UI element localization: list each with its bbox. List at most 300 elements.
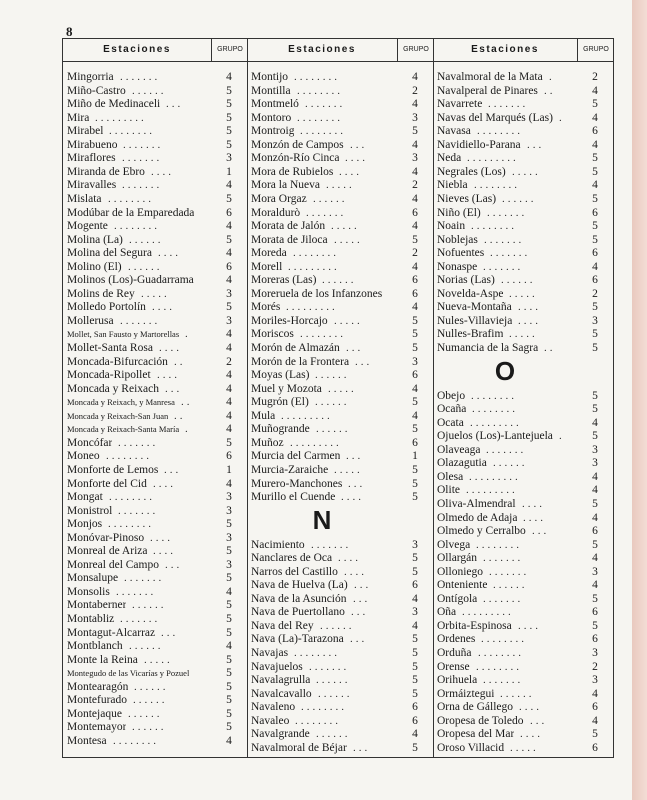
dot-leader: ....... — [487, 206, 528, 219]
station-name: Nava de Huelva (La) — [251, 579, 348, 592]
station-name: Nieves (Las) — [437, 192, 497, 205]
dot-leader: ........ — [294, 71, 340, 83]
group-value: 4 — [592, 84, 598, 97]
dot-leader: ........ — [297, 111, 343, 124]
station-name: Montilla — [251, 84, 291, 97]
group-value: 2 — [592, 71, 598, 83]
station-name: Mora la Nueva — [251, 179, 320, 192]
group-value: 3 — [226, 491, 232, 504]
station-name: Navasa — [437, 125, 471, 138]
station-name: Noain — [437, 220, 466, 233]
dot-leader: .... — [153, 545, 176, 558]
dot-leader: ..... — [510, 741, 539, 754]
group-value: 5 — [592, 328, 598, 341]
station-name: Moyas (Las) — [251, 369, 310, 382]
group-value: 4 — [226, 220, 232, 233]
station-name: Navaleo — [251, 714, 290, 727]
station-name: Navalcavallo — [251, 687, 312, 700]
group-value: 5 — [592, 619, 598, 632]
dot-leader: ....... — [118, 504, 159, 517]
group-value: 3 — [592, 443, 598, 456]
group-value: 5 — [412, 396, 418, 409]
station-name: Mogente — [67, 220, 108, 233]
dot-leader: ...... — [134, 680, 169, 693]
group-value: 4 — [592, 511, 598, 524]
dot-leader: ........ — [108, 192, 154, 205]
dot-leader: .... — [159, 342, 182, 354]
dot-leader: ...... — [316, 423, 351, 436]
dot-leader: .. — [544, 84, 556, 97]
stations-header: Estaciones — [63, 39, 211, 62]
dot-leader: ........ — [477, 125, 523, 138]
group-value: 2 — [592, 287, 598, 300]
station-name: Obejo — [437, 389, 466, 402]
dot-leader: .... — [341, 491, 364, 504]
station-name: Nanclares de Oca — [251, 552, 333, 565]
group-value: 6 — [592, 741, 598, 754]
group-value: 4 — [226, 477, 232, 490]
station-name: Navarrete — [437, 98, 483, 111]
group-value: 5 — [226, 680, 232, 693]
dot-leader: ........ — [476, 660, 522, 673]
dot-leader: .... — [157, 369, 180, 382]
station-name: Navalperal de Pinares — [437, 84, 538, 97]
group-value: 6 — [412, 714, 418, 727]
column-2 — [247, 39, 433, 757]
station-name: Nofuentes — [437, 247, 485, 260]
dot-leader: ......... — [470, 416, 522, 429]
group-value: 5 — [592, 538, 598, 551]
station-name: Murero-Manchones — [251, 477, 343, 490]
station-name: Muel y Mozota — [251, 382, 322, 395]
group-value: 6 — [412, 274, 418, 287]
group-value: 6 — [592, 274, 598, 287]
station-name: Nava de la Asunción — [251, 592, 347, 605]
group-value: 4 — [226, 734, 232, 747]
station-name: Navas del Marqués (Las) — [437, 111, 553, 124]
station-name: Modúbar de la Emparedada — [67, 206, 195, 219]
dot-leader: ... — [530, 714, 548, 727]
dot-leader: ... — [166, 98, 184, 111]
station-name: Mira — [67, 111, 90, 124]
group-value: 3 — [226, 152, 232, 165]
group-value: 5 — [412, 463, 418, 476]
group-value: 4 — [226, 247, 232, 260]
station-name: Narros del Castillo — [251, 565, 338, 578]
station-name: Montmeló — [251, 98, 299, 111]
station-name: Montemayor — [67, 721, 127, 734]
dot-leader: ...... — [133, 694, 168, 707]
group-value: 6 — [412, 701, 418, 714]
dot-leader: ........ — [474, 179, 520, 192]
group-header: GRUPO — [577, 39, 614, 62]
dot-leader: ........ — [300, 328, 346, 341]
dot-leader: ......... — [467, 152, 519, 165]
group-value: 5 — [592, 430, 598, 443]
station-name: Olmedo de Adaja — [437, 511, 518, 524]
station-name: Nonaspe — [437, 260, 478, 273]
dot-leader: ...... — [500, 687, 535, 700]
station-name: Monsalupe — [67, 572, 119, 585]
group-value: 3 — [412, 111, 418, 124]
station-name: Montaberner — [67, 599, 127, 612]
dot-leader: ........ — [109, 491, 155, 504]
group-value: 3 — [226, 504, 232, 517]
group-value: 4 — [226, 369, 232, 382]
station-name: Orna de Gállego — [437, 701, 513, 714]
group-value: 4 — [592, 179, 598, 192]
station-name: Olvega — [437, 538, 471, 551]
station-name: Navidiello-Parana — [437, 138, 521, 151]
station-name: Molledo Portolín — [67, 301, 146, 314]
group-header: GRUPO — [211, 39, 248, 62]
station-name: Olaveaga — [437, 443, 481, 456]
station-name: Ormáiztegui — [437, 687, 495, 700]
dot-leader: ....... — [122, 152, 163, 165]
group-value: 4 — [226, 396, 232, 409]
group-value: 4 — [592, 714, 598, 727]
station-name: Monzón-Río Cinca — [251, 152, 340, 165]
dot-leader: ...... — [493, 457, 528, 470]
group-value: 5 — [412, 314, 418, 327]
group-value: 4 — [592, 579, 598, 592]
dot-leader: ....... — [123, 138, 164, 151]
group-value: 5 — [226, 599, 232, 612]
station-name: Moreruela de los Infanzones — [251, 287, 383, 300]
dot-leader: . — [559, 111, 565, 124]
group-value: 6 — [412, 287, 418, 300]
station-name: Montejaque — [67, 707, 122, 720]
dot-leader: .... — [520, 728, 543, 741]
column-1 — [63, 39, 247, 757]
dot-leader: ........ — [472, 403, 518, 416]
dot-leader: ........ — [108, 518, 154, 531]
dot-leader: .... — [523, 511, 546, 524]
dot-leader: .... — [345, 152, 368, 165]
group-value: 6 — [412, 436, 418, 449]
dot-leader: . — [559, 430, 565, 443]
group-value: 5 — [226, 653, 232, 666]
dot-leader: ..... — [144, 653, 173, 666]
group-value: 4 — [592, 260, 598, 273]
dot-leader: ... — [355, 355, 373, 368]
group-value: 6 — [226, 260, 232, 273]
dot-leader: ...... — [128, 260, 163, 273]
group-value: 5 — [412, 660, 418, 673]
stations-header: Estaciones — [433, 39, 577, 62]
dot-leader: ....... — [488, 98, 529, 111]
group-value: 6 — [592, 633, 598, 646]
station-name: Murcia del Carmen — [251, 450, 341, 463]
dot-leader: ...... — [132, 721, 167, 734]
dot-leader: .... — [158, 247, 181, 260]
group-value: 5 — [592, 403, 598, 416]
station-name: Morón de la Frontera — [251, 355, 350, 368]
station-name: Moriles-Horcajo — [251, 314, 328, 327]
group-value: 3 — [226, 531, 232, 544]
group-value: 4 — [226, 71, 232, 83]
group-value: 6 — [592, 206, 598, 219]
station-name: Moreras (Las) — [251, 274, 317, 287]
stations-table — [62, 38, 614, 758]
station-name: Monistrol — [67, 504, 113, 517]
group-value: 3 — [592, 674, 598, 687]
group-value: 5 — [592, 192, 598, 205]
station-name: Oropesa del Mar — [437, 728, 515, 741]
dot-leader: ...... — [128, 707, 163, 720]
group-value: 6 — [592, 606, 598, 619]
station-name: Moraldurò — [251, 206, 301, 219]
station-name: Montoro — [251, 111, 292, 124]
dot-leader: ........ — [106, 450, 152, 463]
dot-leader: ....... — [309, 660, 350, 673]
group-value: 4 — [226, 585, 232, 598]
dot-leader: ... — [532, 525, 550, 538]
dot-leader: ......... — [281, 409, 333, 422]
group-value: 4 — [412, 728, 418, 741]
dot-leader: .. — [174, 409, 186, 422]
group-value: 4 — [412, 619, 418, 632]
dot-leader: ...... — [315, 396, 350, 409]
group-value: 5 — [412, 552, 418, 565]
dot-leader: ... — [165, 382, 183, 395]
group-value: 2 — [412, 247, 418, 260]
station-name: Montefurado — [67, 694, 128, 707]
dot-leader: ..... — [512, 165, 541, 178]
stations-header: Estaciones — [247, 39, 397, 62]
station-name: Montblanch — [67, 640, 123, 653]
dot-leader: ...... — [322, 274, 357, 287]
dot-leader: ....... — [483, 552, 524, 565]
station-name: Orbita-Espinosa — [437, 619, 512, 632]
group-value: 3 — [412, 606, 418, 619]
station-name: Mollet-Santa Rosa — [67, 342, 153, 354]
station-name: Navalmoral de la Mata — [437, 71, 543, 83]
station-name: Niño (El) — [437, 206, 481, 219]
dot-leader: ......... — [95, 111, 147, 124]
group-value: 5 — [412, 477, 418, 490]
station-name: Morón de Almazán — [251, 342, 340, 354]
dot-leader: ...... — [493, 579, 528, 592]
station-name: Mora Orgaz — [251, 192, 307, 205]
station-name: Onteniente — [437, 579, 488, 592]
group-value: 4 — [412, 71, 418, 83]
group-value: 3 — [412, 355, 418, 368]
station-name: Monóvar-Pinoso — [67, 531, 145, 544]
station-name: Orense — [437, 660, 470, 673]
dot-leader: ... — [161, 626, 179, 639]
group-value: 5 — [226, 436, 232, 449]
group-value: 3 — [592, 647, 598, 659]
group-value: 4 — [412, 192, 418, 205]
dot-leader: ... — [164, 463, 182, 476]
page-edge — [632, 0, 647, 800]
station-name: Moncada y Reixach-Santa María — [67, 424, 180, 435]
station-name: Ojuelos (Los)-Lantejuela — [437, 430, 553, 443]
dot-leader: ....... — [483, 260, 524, 273]
table-row — [433, 340, 613, 356]
dot-leader: ........ — [297, 84, 343, 97]
column-3 — [433, 39, 613, 757]
group-value: 5 — [412, 565, 418, 578]
station-name: Molinos (Los)-Guadarrama — [67, 274, 194, 287]
group-value: 4 — [412, 138, 418, 151]
station-name: Murillo el Cuende — [251, 491, 336, 504]
station-name: Miño de Medinaceli — [67, 98, 161, 111]
station-name: Mugrón (El) — [251, 396, 309, 409]
station-name: Mollerusa — [67, 314, 114, 327]
dot-leader: ....... — [306, 206, 347, 219]
group-value: 4 — [592, 484, 598, 497]
dot-leader: ...... — [501, 274, 536, 287]
dot-leader: ....... — [120, 71, 161, 83]
station-name: Monte la Reina — [67, 653, 138, 666]
dot-leader: ....... — [483, 674, 524, 687]
group-value: 5 — [412, 491, 418, 504]
group-value: 2 — [226, 355, 232, 368]
group-value: 4 — [226, 423, 232, 436]
group-value: 3 — [226, 287, 232, 300]
dot-leader: ........ — [293, 247, 339, 260]
station-name: Navajuelos — [251, 660, 303, 673]
station-name: Mirabel — [67, 125, 104, 138]
station-name: Montagut-Alcarraz — [67, 626, 156, 639]
station-name: Muñoz — [251, 436, 284, 449]
dot-leader: ........ — [471, 220, 517, 233]
group-value: 6 — [592, 525, 598, 538]
station-name: Navalmoral de Béjar — [251, 741, 347, 754]
dot-leader: ....... — [305, 98, 346, 111]
station-name: Morell — [251, 260, 283, 273]
group-value: 5 — [412, 687, 418, 700]
group-value: 4 — [412, 592, 418, 605]
station-name: Monreal del Campo — [67, 558, 159, 571]
group-value: 4 — [412, 260, 418, 273]
station-name: Montabliz — [67, 613, 115, 625]
group-value: 5 — [226, 707, 232, 720]
station-name: Ocaña — [437, 403, 467, 416]
group-value: 5 — [592, 220, 598, 233]
group-value: 2 — [412, 84, 418, 97]
station-name: Orduña — [437, 647, 472, 659]
group-value: 3 — [412, 538, 418, 551]
group-value: 5 — [226, 84, 232, 97]
group-value: 5 — [592, 728, 598, 741]
group-value: 5 — [226, 572, 232, 585]
dot-leader: ........ — [481, 633, 527, 646]
table-row — [63, 733, 247, 749]
station-name: Olazagutia — [437, 457, 487, 470]
dot-leader: . — [185, 328, 191, 341]
group-value: 5 — [226, 233, 232, 246]
station-name: Oña — [437, 606, 457, 619]
dot-leader: ..... — [509, 287, 538, 300]
dot-leader: ...... — [132, 84, 167, 97]
group-value: 5 — [412, 674, 418, 687]
group-value: 4 — [412, 409, 418, 422]
station-name: Olloniego — [437, 565, 483, 578]
group-value: 1 — [226, 165, 232, 178]
dot-leader: ........ — [295, 714, 341, 727]
station-name: Monzón de Campos — [251, 138, 344, 151]
group-value: 5 — [226, 545, 232, 558]
group-value: 5 — [412, 342, 418, 354]
group-value: 4 — [412, 98, 418, 111]
dot-leader: ..... — [328, 382, 357, 395]
group-value: 4 — [226, 640, 232, 653]
station-name: Moneo — [67, 450, 100, 463]
group-value: 5 — [226, 138, 232, 151]
station-name: Nules-Villavieja — [437, 314, 513, 327]
group-value: 5 — [226, 125, 232, 138]
dot-leader: ......... — [290, 436, 342, 449]
dot-leader: ... — [350, 138, 368, 151]
station-name: Navalagrulla — [251, 674, 311, 687]
station-name: Moreda — [251, 247, 287, 260]
dot-leader: ........ — [301, 701, 347, 714]
dot-leader: ...... — [316, 728, 351, 741]
dot-leader: . — [549, 71, 555, 83]
dot-leader: ... — [350, 633, 368, 646]
station-name: Navalgrande — [251, 728, 310, 741]
dot-leader: .. — [544, 342, 556, 354]
station-name: Mirabueno — [67, 138, 118, 151]
group-value: 5 — [592, 98, 598, 111]
dot-leader: ........ — [300, 125, 346, 138]
station-name: Monforte de Lemos — [67, 463, 159, 476]
dot-leader: ....... — [311, 538, 352, 551]
dot-leader: .... — [339, 165, 362, 178]
group-value: 2 — [412, 179, 418, 192]
dot-leader: ........ — [109, 125, 155, 138]
dot-leader: ..... — [509, 328, 538, 341]
group-value: 1 — [226, 463, 232, 476]
station-name: Mislata — [67, 192, 102, 205]
dot-leader: ......... — [466, 484, 518, 497]
group-value: 5 — [412, 233, 418, 246]
station-name: Molino (El) — [67, 260, 122, 273]
group-value: 6 — [412, 206, 418, 219]
station-name: Nueva-Montaña — [437, 301, 512, 314]
station-name: Orihuela — [437, 674, 478, 687]
dot-leader: ....... — [124, 572, 165, 585]
group-value: 4 — [412, 220, 418, 233]
station-name: Molins de Rey — [67, 287, 135, 300]
station-name: Mongat — [67, 491, 103, 504]
dot-leader: ....... — [486, 443, 527, 456]
group-value: 3 — [592, 457, 598, 470]
group-value: 5 — [592, 497, 598, 510]
station-name: Miño-Castro — [67, 84, 126, 97]
group-value: 5 — [592, 233, 598, 246]
station-name: Novelda-Aspe — [437, 287, 504, 300]
station-name: Moncada-Ripollet — [67, 369, 151, 382]
station-name: Monreal de Ariza — [67, 545, 148, 558]
station-name: Nacimiento — [251, 538, 305, 551]
group-value: 5 — [592, 152, 598, 165]
dot-leader: ... — [346, 342, 364, 354]
station-name: Molina (La) — [67, 233, 123, 246]
dot-leader: .... — [519, 701, 542, 714]
group-value: 5 — [412, 125, 418, 138]
group-value: 4 — [226, 382, 232, 395]
group-value: 4 — [592, 552, 598, 565]
station-name: Monjos — [67, 518, 103, 531]
dot-leader: .... — [518, 619, 541, 632]
station-name: Monforte del Cid — [67, 477, 147, 490]
dot-leader: .... — [153, 477, 176, 490]
group-value: 4 — [592, 138, 598, 151]
